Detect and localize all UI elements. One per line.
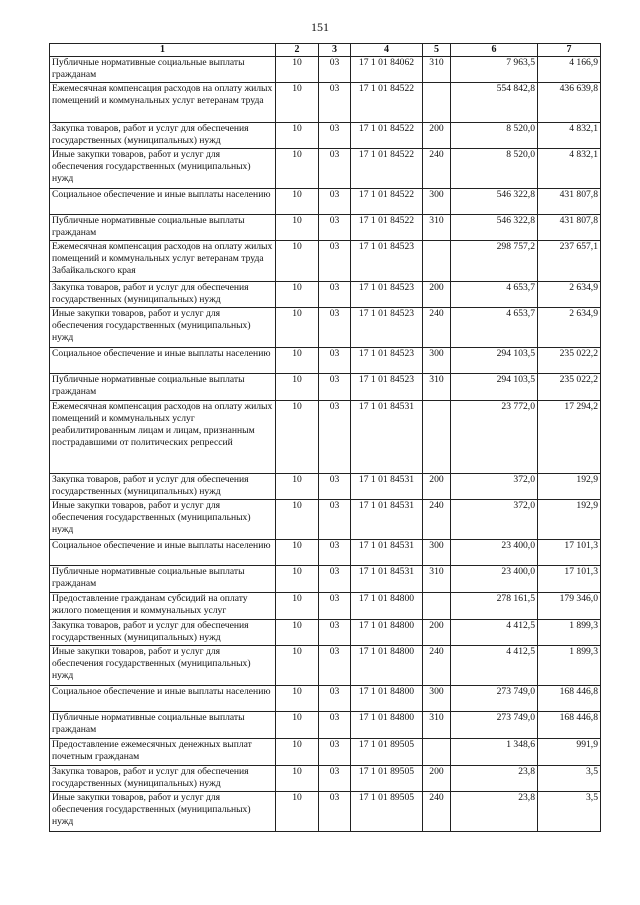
subsection-code: 03 [319,282,351,308]
planned-amount: 546 322,8 [451,189,538,215]
executed-amount: 1 899,3 [538,620,601,646]
planned-amount: 4 412,5 [451,620,538,646]
table-row [50,739,601,766]
table-row [50,149,601,189]
expense-type-code: 200 [423,620,451,646]
executed-amount: 4 832,1 [538,149,601,189]
subsection-code: 03 [319,593,351,620]
expense-type-code: 200 [423,123,451,149]
table-row [50,712,601,739]
planned-amount: 23 400,0 [451,566,538,593]
planned-amount: 23,8 [451,792,538,832]
header-col-5: 5 [423,44,451,57]
planned-amount: 298 757,2 [451,241,538,282]
row-name: Социальное обеспечение и иные выплаты населению [50,686,276,712]
target-article-code: 17 1 01 84800 [351,686,423,712]
row-name: Публичные нормативные социальные выплаты гражданам [50,566,276,593]
section-code: 10 [276,712,319,739]
subsection-code: 03 [319,83,351,123]
expense-type-code: 300 [423,189,451,215]
row-name: Закупка товаров, работ и услуг для обеспечения государственных (муниципальных) нужд [50,123,276,149]
expense-type-code: 300 [423,686,451,712]
subsection-code: 03 [319,215,351,241]
planned-amount: 23,8 [451,766,538,792]
section-code: 10 [276,348,319,374]
subsection-code: 03 [319,123,351,149]
expense-type-code [423,401,451,474]
executed-amount: 3,5 [538,792,601,832]
executed-amount: 2 634,9 [538,282,601,308]
target-article-code: 17 1 01 84522 [351,123,423,149]
row-name: Ежемесячная компенсация расходов на оплату жилых помещений и коммунальных услуг реабилитированным лицам и лицам, признанным пострадавшими от политических репрессий [50,401,276,474]
table-row [50,374,601,401]
table-row [50,620,601,646]
section-code: 10 [276,686,319,712]
target-article-code: 17 1 01 84062 [351,57,423,83]
expense-type-code: 240 [423,149,451,189]
executed-amount: 17 294,2 [538,401,601,474]
executed-amount: 1 899,3 [538,646,601,686]
planned-amount: 4 653,7 [451,282,538,308]
subsection-code: 03 [319,712,351,739]
planned-amount: 23 400,0 [451,540,538,566]
subsection-code: 03 [319,500,351,540]
table-row [50,189,601,215]
planned-amount: 273 749,0 [451,686,538,712]
expense-type-code [423,739,451,766]
planned-amount: 278 161,5 [451,593,538,620]
target-article-code: 17 1 01 89505 [351,792,423,832]
expense-type-code: 300 [423,540,451,566]
section-code: 10 [276,566,319,593]
table-row [50,686,601,712]
expense-type-code: 310 [423,57,451,83]
section-code: 10 [276,123,319,149]
planned-amount: 23 772,0 [451,401,538,474]
target-article-code: 17 1 01 84800 [351,646,423,686]
expense-type-code: 310 [423,712,451,739]
subsection-code: 03 [319,792,351,832]
planned-amount: 4 653,7 [451,308,538,348]
header-col-2: 2 [276,44,319,57]
expense-type-code [423,83,451,123]
target-article-code: 17 1 01 89505 [351,766,423,792]
expense-type-code: 310 [423,566,451,593]
expense-type-code: 240 [423,792,451,832]
subsection-code: 03 [319,474,351,500]
subsection-code: 03 [319,401,351,474]
target-article-code: 17 1 01 84531 [351,500,423,540]
executed-amount: 991,9 [538,739,601,766]
table-row [50,348,601,374]
section-code: 10 [276,83,319,123]
section-code: 10 [276,308,319,348]
section-code: 10 [276,739,319,766]
subsection-code: 03 [319,348,351,374]
planned-amount: 8 520,0 [451,149,538,189]
executed-amount: 192,9 [538,474,601,500]
planned-amount: 546 322,8 [451,215,538,241]
row-name: Публичные нормативные социальные выплаты гражданам [50,57,276,83]
executed-amount: 237 657,1 [538,241,601,282]
subsection-code: 03 [319,149,351,189]
target-article-code: 17 1 01 84522 [351,149,423,189]
section-code: 10 [276,593,319,620]
subsection-code: 03 [319,620,351,646]
executed-amount: 4 166,9 [538,57,601,83]
target-article-code: 17 1 01 84531 [351,474,423,500]
target-article-code: 17 1 01 84523 [351,241,423,282]
row-name: Социальное обеспечение и иные выплаты населению [50,540,276,566]
section-code: 10 [276,374,319,401]
section-code: 10 [276,500,319,540]
expense-type-code: 200 [423,766,451,792]
table-row [50,401,601,474]
expense-type-code: 310 [423,215,451,241]
row-name: Предоставление гражданам субсидий на оплату жилого помещения и коммунальных услуг [50,593,276,620]
section-code: 10 [276,620,319,646]
row-name: Иные закупки товаров, работ и услуг для обеспечения государственных (муниципальных) нужд [50,149,276,189]
subsection-code: 03 [319,540,351,566]
target-article-code: 17 1 01 84531 [351,566,423,593]
subsection-code: 03 [319,57,351,83]
section-code: 10 [276,474,319,500]
planned-amount: 1 348,6 [451,739,538,766]
executed-amount: 4 832,1 [538,123,601,149]
subsection-code: 03 [319,241,351,282]
row-name: Закупка товаров, работ и услуг для обеспечения государственных (муниципальных) нужд [50,766,276,792]
planned-amount: 372,0 [451,474,538,500]
row-name: Социальное обеспечение и иные выплаты населению [50,189,276,215]
section-code: 10 [276,540,319,566]
planned-amount: 554 842,8 [451,83,538,123]
row-name: Предоставление ежемесячных денежных выплат почетным гражданам [50,739,276,766]
executed-amount: 235 022,2 [538,348,601,374]
table-row [50,593,601,620]
expense-type-code: 240 [423,646,451,686]
row-name: Ежемесячная компенсация расходов на оплату жилых помещений и коммунальных услуг ветеранам труда Забайкальского края [50,241,276,282]
table-row [50,57,601,83]
table-row [50,792,601,832]
row-name: Публичные нормативные социальные выплаты гражданам [50,215,276,241]
table-row [50,308,601,348]
row-name: Закупка товаров, работ и услуг для обеспечения государственных (муниципальных) нужд [50,620,276,646]
header-col-7: 7 [538,44,601,57]
section-code: 10 [276,282,319,308]
executed-amount: 179 346,0 [538,593,601,620]
executed-amount: 192,9 [538,500,601,540]
section-code: 10 [276,792,319,832]
row-name: Закупка товаров, работ и услуг для обеспечения государственных (муниципальных) нужд [50,282,276,308]
target-article-code: 17 1 01 84523 [351,282,423,308]
subsection-code: 03 [319,739,351,766]
table-body [50,57,601,832]
section-code: 10 [276,241,319,282]
expense-type-code: 300 [423,348,451,374]
section-code: 10 [276,401,319,474]
executed-amount: 168 446,8 [538,712,601,739]
subsection-code: 03 [319,308,351,348]
header-col-3: 3 [319,44,351,57]
header-col-6: 6 [451,44,538,57]
target-article-code: 17 1 01 84531 [351,401,423,474]
expense-type-code: 310 [423,374,451,401]
table-header [50,44,601,57]
target-article-code: 17 1 01 84531 [351,540,423,566]
row-name: Ежемесячная компенсация расходов на оплату жилых помещений и коммунальных услуг ветеранам труда [50,83,276,123]
table-row [50,566,601,593]
section-code: 10 [276,57,319,83]
planned-amount: 4 412,5 [451,646,538,686]
row-name: Иные закупки товаров, работ и услуг для обеспечения государственных (муниципальных) нужд [50,792,276,832]
planned-amount: 7 963,5 [451,57,538,83]
subsection-code: 03 [319,646,351,686]
section-code: 10 [276,215,319,241]
expense-type-code: 240 [423,308,451,348]
target-article-code: 17 1 01 84523 [351,308,423,348]
target-article-code: 17 1 01 84800 [351,620,423,646]
table-row [50,540,601,566]
section-code: 10 [276,766,319,792]
subsection-code: 03 [319,189,351,215]
planned-amount: 294 103,5 [451,374,538,401]
section-code: 10 [276,646,319,686]
table-row [50,83,601,123]
row-name: Социальное обеспечение и иные выплаты населению [50,348,276,374]
row-name: Публичные нормативные социальные выплаты гражданам [50,374,276,401]
page-number: 151 [311,20,329,34]
table-row [50,474,601,500]
table-row [50,123,601,149]
expense-type-code: 200 [423,474,451,500]
header-col-4: 4 [351,44,423,57]
table-row [50,241,601,282]
target-article-code: 17 1 01 89505 [351,739,423,766]
executed-amount: 431 807,8 [538,189,601,215]
expense-type-code [423,593,451,620]
table-row [50,282,601,308]
section-code: 10 [276,189,319,215]
table-row [50,500,601,540]
row-name: Закупка товаров, работ и услуг для обеспечения государственных (муниципальных) нужд [50,474,276,500]
executed-amount: 431 807,8 [538,215,601,241]
row-name: Иные закупки товаров, работ и услуг для обеспечения государственных (муниципальных) нужд [50,308,276,348]
planned-amount: 372,0 [451,500,538,540]
expense-type-code: 240 [423,500,451,540]
subsection-code: 03 [319,374,351,401]
row-name: Иные закупки товаров, работ и услуг для обеспечения государственных (муниципальных) нужд [50,500,276,540]
executed-amount: 17 101,3 [538,566,601,593]
executed-amount: 235 022,2 [538,374,601,401]
header-row [50,44,601,57]
table-row [50,215,601,241]
executed-amount: 436 639,8 [538,83,601,123]
executed-amount: 2 634,9 [538,308,601,348]
section-code: 10 [276,149,319,189]
executed-amount: 17 101,3 [538,540,601,566]
target-article-code: 17 1 01 84522 [351,215,423,241]
row-name: Публичные нормативные социальные выплаты гражданам [50,712,276,739]
target-article-code: 17 1 01 84800 [351,593,423,620]
row-name: Иные закупки товаров, работ и услуг для обеспечения государственных (муниципальных) нужд [50,646,276,686]
target-article-code: 17 1 01 84523 [351,348,423,374]
target-article-code: 17 1 01 84522 [351,83,423,123]
planned-amount: 8 520,0 [451,123,538,149]
executed-amount: 3,5 [538,766,601,792]
table-row [50,646,601,686]
table-row [50,766,601,792]
planned-amount: 273 749,0 [451,712,538,739]
target-article-code: 17 1 01 84523 [351,374,423,401]
planned-amount: 294 103,5 [451,348,538,374]
subsection-code: 03 [319,566,351,593]
header-col-1: 1 [50,44,276,57]
subsection-code: 03 [319,686,351,712]
target-article-code: 17 1 01 84522 [351,189,423,215]
subsection-code: 03 [319,766,351,792]
budget-table [49,43,601,832]
expense-type-code [423,241,451,282]
expense-type-code: 200 [423,282,451,308]
executed-amount: 168 446,8 [538,686,601,712]
target-article-code: 17 1 01 84800 [351,712,423,739]
